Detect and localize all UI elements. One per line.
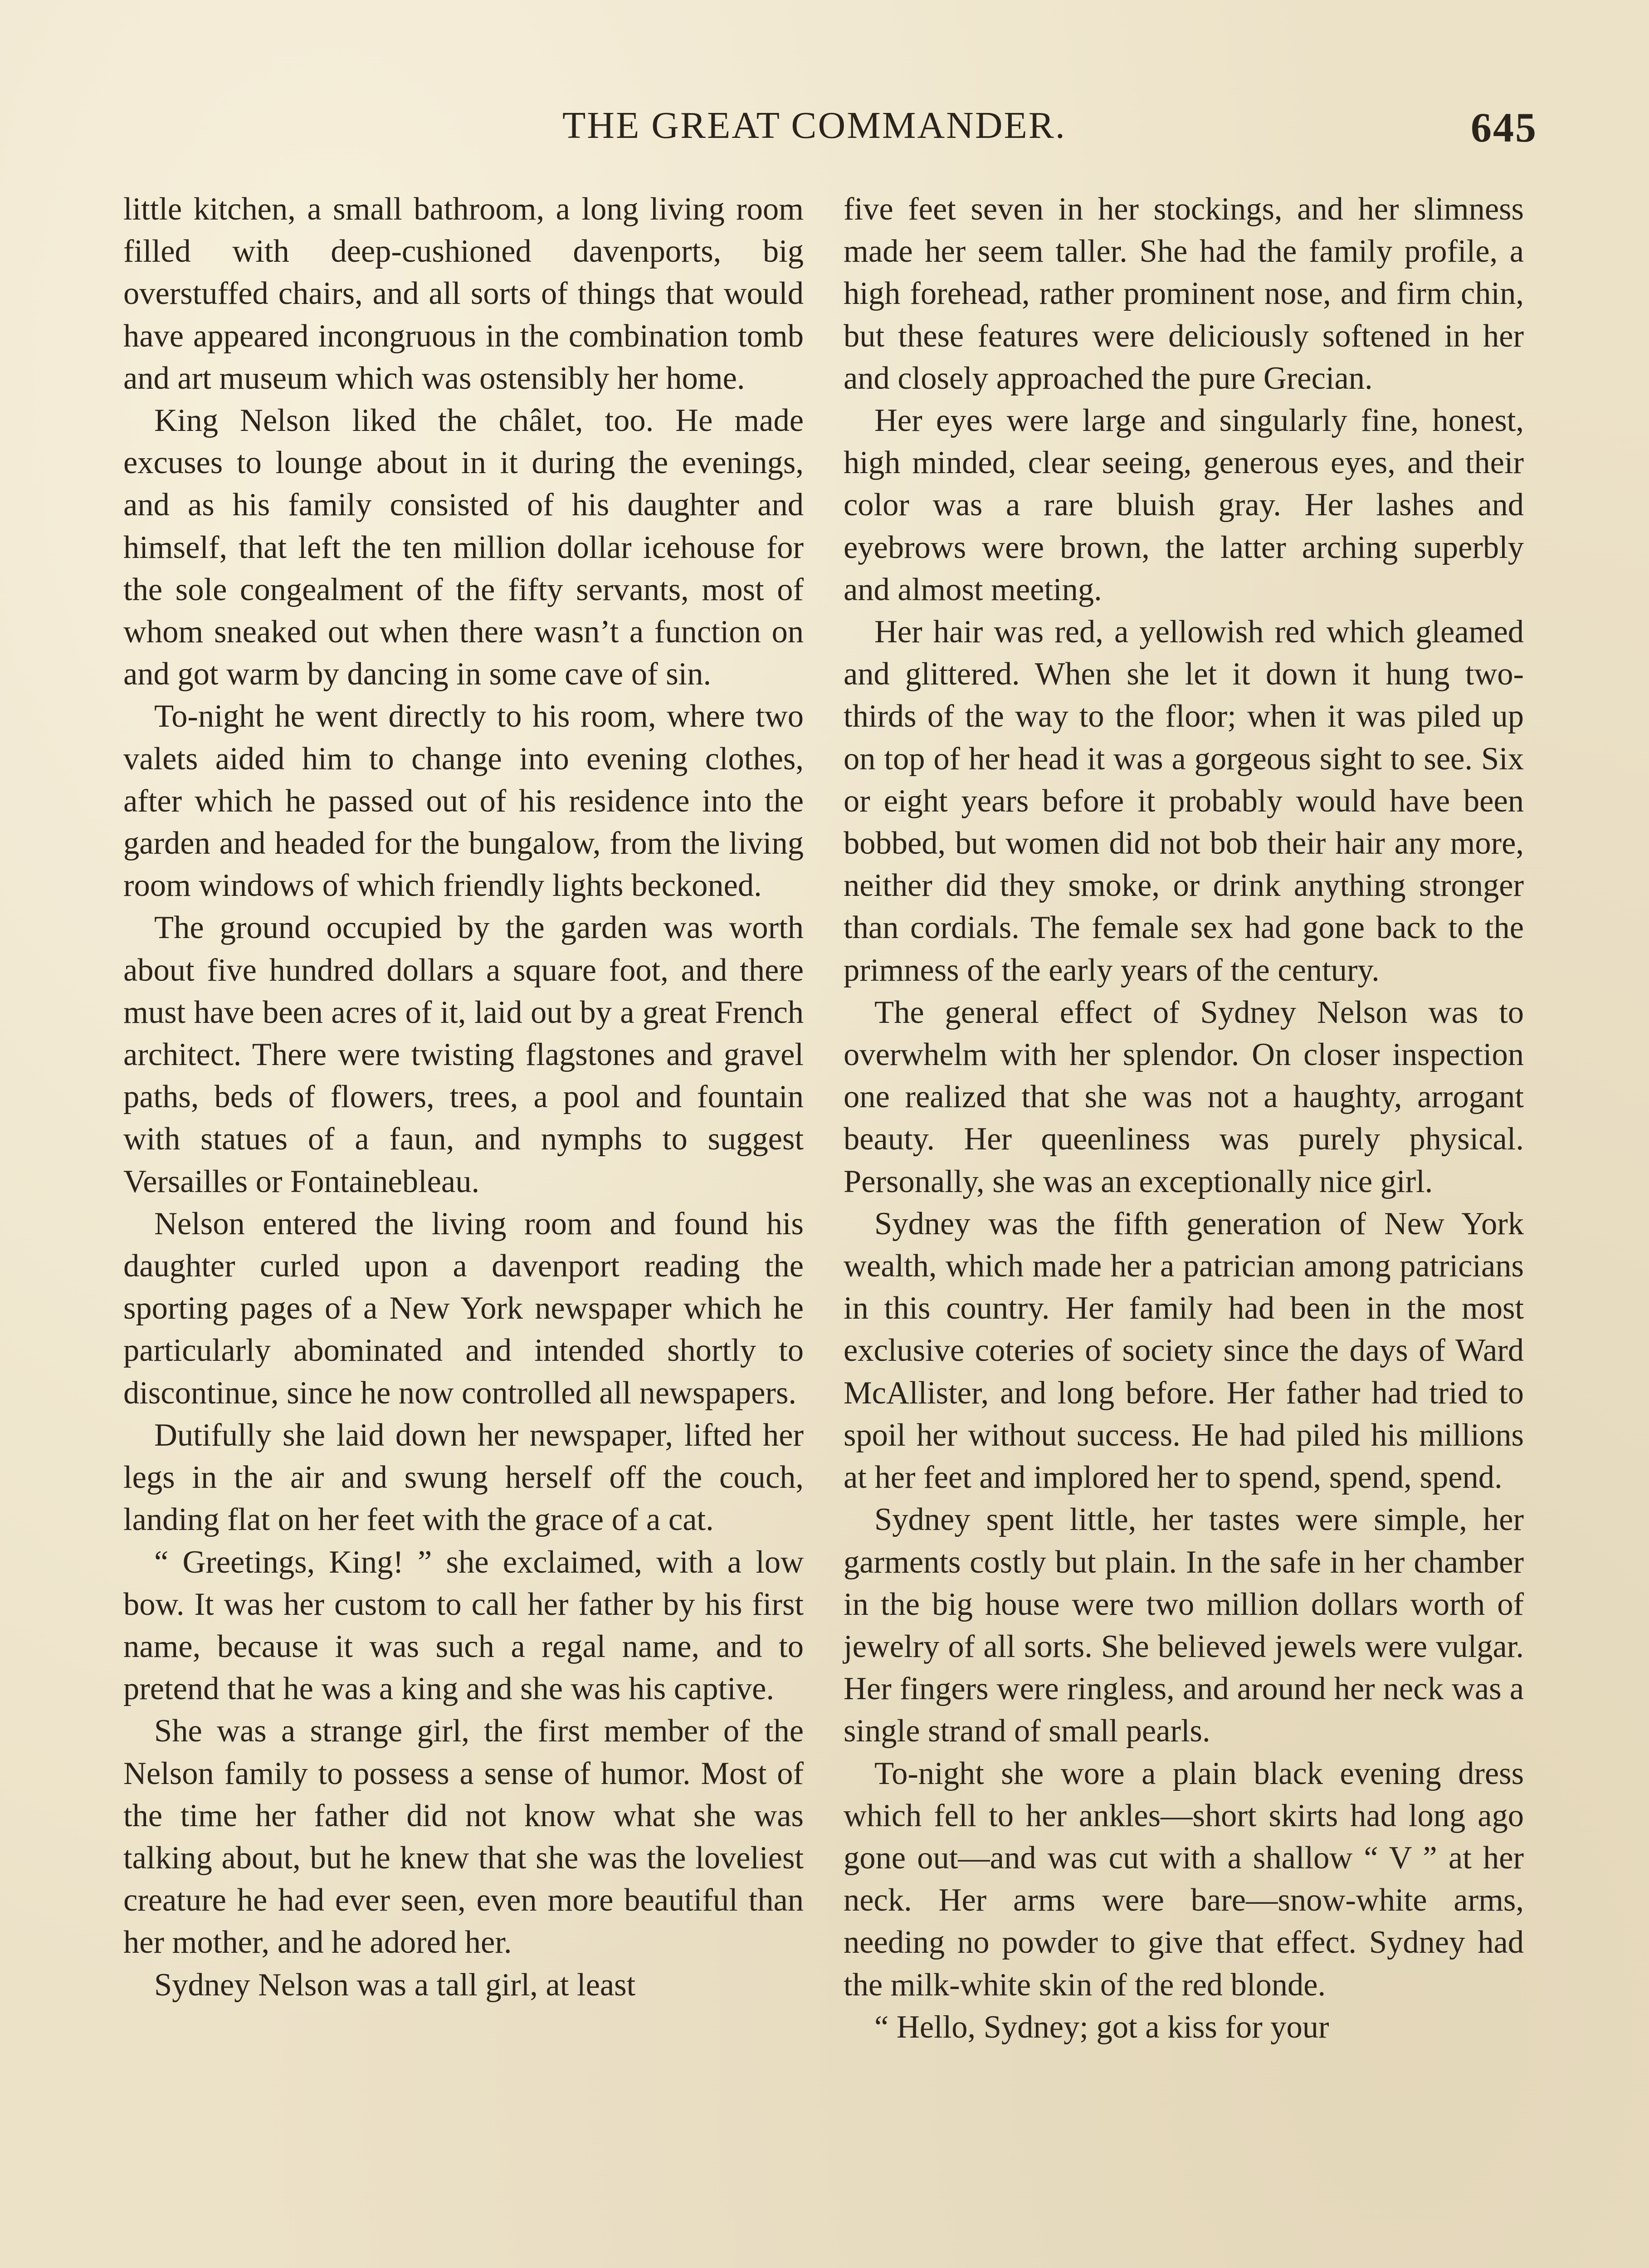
left-column (123, 188, 804, 2006)
paragraph: Nelson entered the living room and found his daughter curled upon a davenport reading the sporting pages of a New York newspaper which he particularly abominated and intended shortly to discontinue, since he now controlled all newspapers. (123, 1206, 804, 1411)
paragraph: She was a strange girl, the first member of the Nelson family to possess a sense of humor. Most of the time her father did not know what she was talking about, but he knew that she was the loveliest creature he had ever seen, even more beautiful than her mother, and he adored her. (123, 1713, 804, 1960)
paragraph: “ Greetings, King! ” she exclaimed, with a low bow. It was her custom to call her father by his first name, because it was such a regal name, and to pretend that he was a king and she was his captive. (123, 1544, 804, 1707)
paragraph: Dutifully she laid down her newspaper, lifted her legs in the air and swung herself off the couch, landing flat on her feet with the grace of a cat. (123, 1417, 804, 1538)
running-title: THE GREAT COMMANDER. (562, 104, 1066, 147)
right-column (844, 188, 1524, 2048)
paragraph: The ground occupied by the garden was worth about five hundred dollars a square foot, and there must have been acres of it, laid out by a great French architect. There were twisting flagstones and gravel paths, beds of flowers, trees, a pool and fountain with statues of a faun, and nymphs to suggest Versailles or Fontainebleau. (123, 910, 804, 1199)
paragraph: Sydney Nelson was a tall girl, at least (154, 1967, 636, 2003)
paragraph: “ Hello, Sydney; got a kiss for your (874, 2009, 1329, 2045)
paragraph: King Nelson liked the châlet, too. He made excuses to lounge about in it during the evenings, and as his family consisted of his daughter and himself, that left the ten million dollar icehouse for the sole congealment of the fifty servants, most of whom sneaked out when there wasn’t a function on and got warm by dancing in some cave of sin. (123, 403, 804, 692)
paragraph: The general effect of Sydney Nelson was to overwhelm with her splendor. On closer inspection one realized that she was not a haughty, arrogant beauty. Her queenliness was purely physical. Personally, she was an exceptionally nice girl. (844, 994, 1524, 1199)
paragraph: Sydney spent little, her tastes were simple, her garments costly but plain. In the safe in her chamber in the big house were two million dollars worth of jewelry of all sorts. She believed jewels were vulgar. Her fingers were ringless, and around her neck was a single strand of small pearls. (844, 1502, 1524, 1749)
paragraph: five feet seven in her stockings, and her slimness made her seem taller. She had the family profile, a high forehead, rather prominent nose, and firm chin, but these features were deliciously softened in her and closely approached the pure Grecian. (844, 191, 1524, 396)
page-number: 645 (1471, 104, 1537, 151)
running-header (562, 103, 1537, 158)
paragraph: Sydney was the fifth generation of New York wealth, which made her a patrician among patricians in this country. Her family had been in the most exclusive coteries of society since the days of Ward McAllister, and long before. Her father had tried to spoil her without success. He had piled his millions at her feet and implored her to spend, spend, spend. (844, 1206, 1524, 1496)
paragraph: little kitchen, a small bathroom, a long living room filled with deep-cushioned davenports, big overstuffed chairs, and all sorts of things that would have appeared incongruous in the combination tomb and art museum which was ostensibly her home. (123, 191, 804, 396)
paragraph: Her eyes were large and singularly fine, honest, high minded, clear seeing, generous eyes, and their color was a rare bluish gray. Her lashes and eyebrows were brown, the latter arching superbly and almost meeting. (844, 403, 1524, 607)
paragraph: Her hair was red, a yellowish red which gleamed and glittered. When she let it down it hung two-thirds of the way to the floor; when it was piled up on top of her head it was a gorgeous sight to see. Six or eight years before it probably would have been bobbed, but women did not bob their hair any more, neither did they smoke, or drink anything stronger than cordials. The female sex had gone back to the primness of the early years of the century. (844, 614, 1524, 988)
paragraph: To-night he went directly to his room, where two valets aided him to change into evening clothes, after which he passed out of his residence into the garden and headed for the bungalow, from the living room windows of which friendly lights beckoned. (123, 699, 804, 904)
paragraph: To-night she wore a plain black evening dress which fell to her ankles—short skirts had long ago gone out—and was cut with a shallow “ V ” at her neck. Her arms were bare—snow-white arms, needing no powder to give that effect. Sydney had the milk-white skin of the red blonde. (844, 1755, 1524, 2003)
